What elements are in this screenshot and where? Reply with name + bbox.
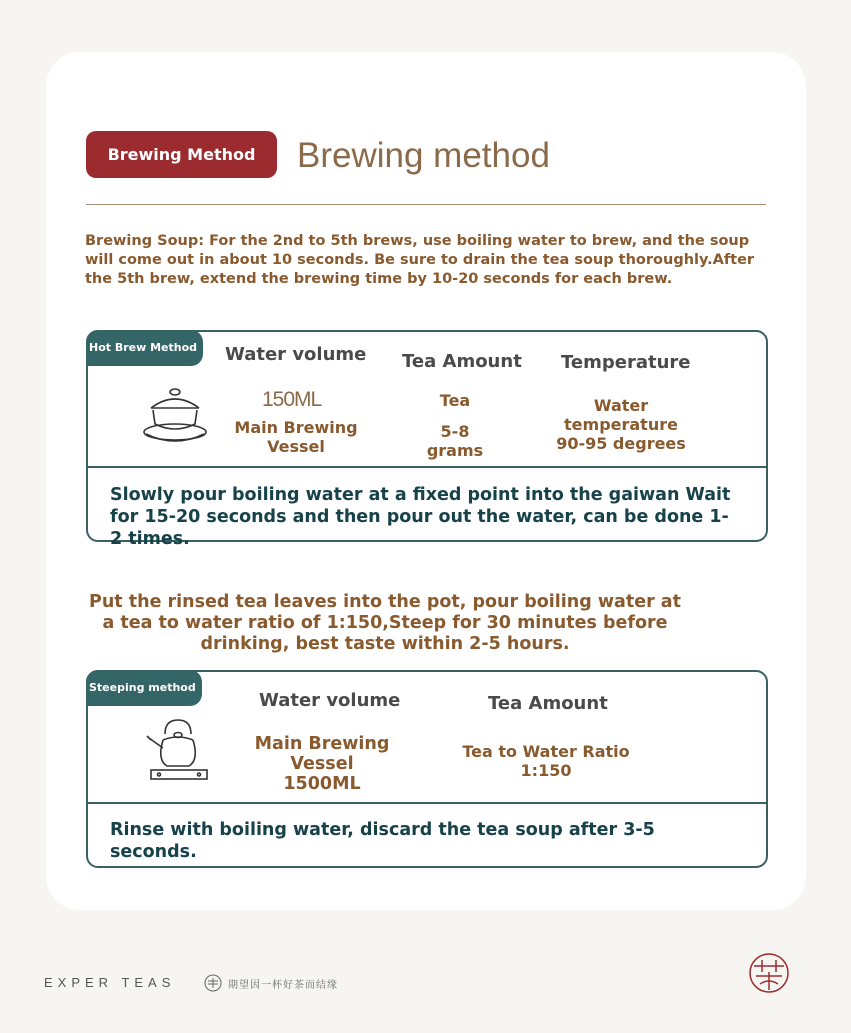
hot-brew-tag: Hot Brew Method [86, 330, 203, 366]
page-title: Brewing method [297, 136, 550, 175]
gaiwan-icon [142, 384, 212, 450]
steeping-instruction: Rinse with boiling water, discard the tea soup after 3-5 seconds. [110, 820, 655, 862]
water-volume-header: Water volume [225, 344, 367, 365]
steeping-note: Put the rinsed tea leaves into the pot, pour boiling water at a tea to water ratio of 1:150,Steep for 30 minutes before drinking, best taste within 2-5 hours. [89, 592, 681, 654]
kettle-icon [143, 716, 213, 784]
footer-slogan: 期望因一杯好茶而结缘 [228, 980, 338, 991]
steeping-tag: Steeping method [86, 670, 202, 706]
title-divider [86, 204, 766, 205]
tea-amount-header: Tea Amount [488, 693, 608, 714]
water-volume-value: 150ML [262, 388, 322, 411]
tea-amount-value: Tea [439, 391, 471, 410]
tea-amount-sub: 5-8 grams [426, 422, 484, 460]
intro-text: Brewing Soup: For the 2nd to 5th brews, use boiling water to brew, and the soup will come out in about 10 seconds. Be sure to drain the tea soup thoroughly.After the 5th brew, extend the brewing time by 10-20 seconds for each brew. [85, 233, 755, 287]
temperature-header: Temperature [561, 352, 691, 373]
water-volume-header: Water volume [259, 690, 401, 711]
section-badge: Brewing Method [86, 131, 277, 178]
hot-brew-box [86, 330, 768, 549]
water-volume-sub: Main Brewing Vessel [234, 418, 358, 456]
footer-brand: EXPER TEAS [44, 975, 176, 990]
hot-brew-divider [88, 466, 766, 468]
tea-amount-value: Tea to Water Ratio 1:150 [462, 742, 630, 780]
temperature-value: Water temperature 90-95 degrees [556, 396, 686, 453]
tea-amount-header: Tea Amount [402, 351, 522, 372]
hot-brew-instruction: Slowly pour boiling water at a fixed point into the gaiwan Wait for 15-20 seconds and then pour out the water, can be done 1-2 times. [110, 485, 731, 549]
water-volume-value: Main Brewing Vessel 1500ML [254, 734, 390, 794]
footer-seal-icon [204, 974, 222, 992]
steeping-divider [88, 802, 766, 804]
tea-seal-logo [748, 952, 790, 994]
steeping-box [86, 670, 768, 868]
